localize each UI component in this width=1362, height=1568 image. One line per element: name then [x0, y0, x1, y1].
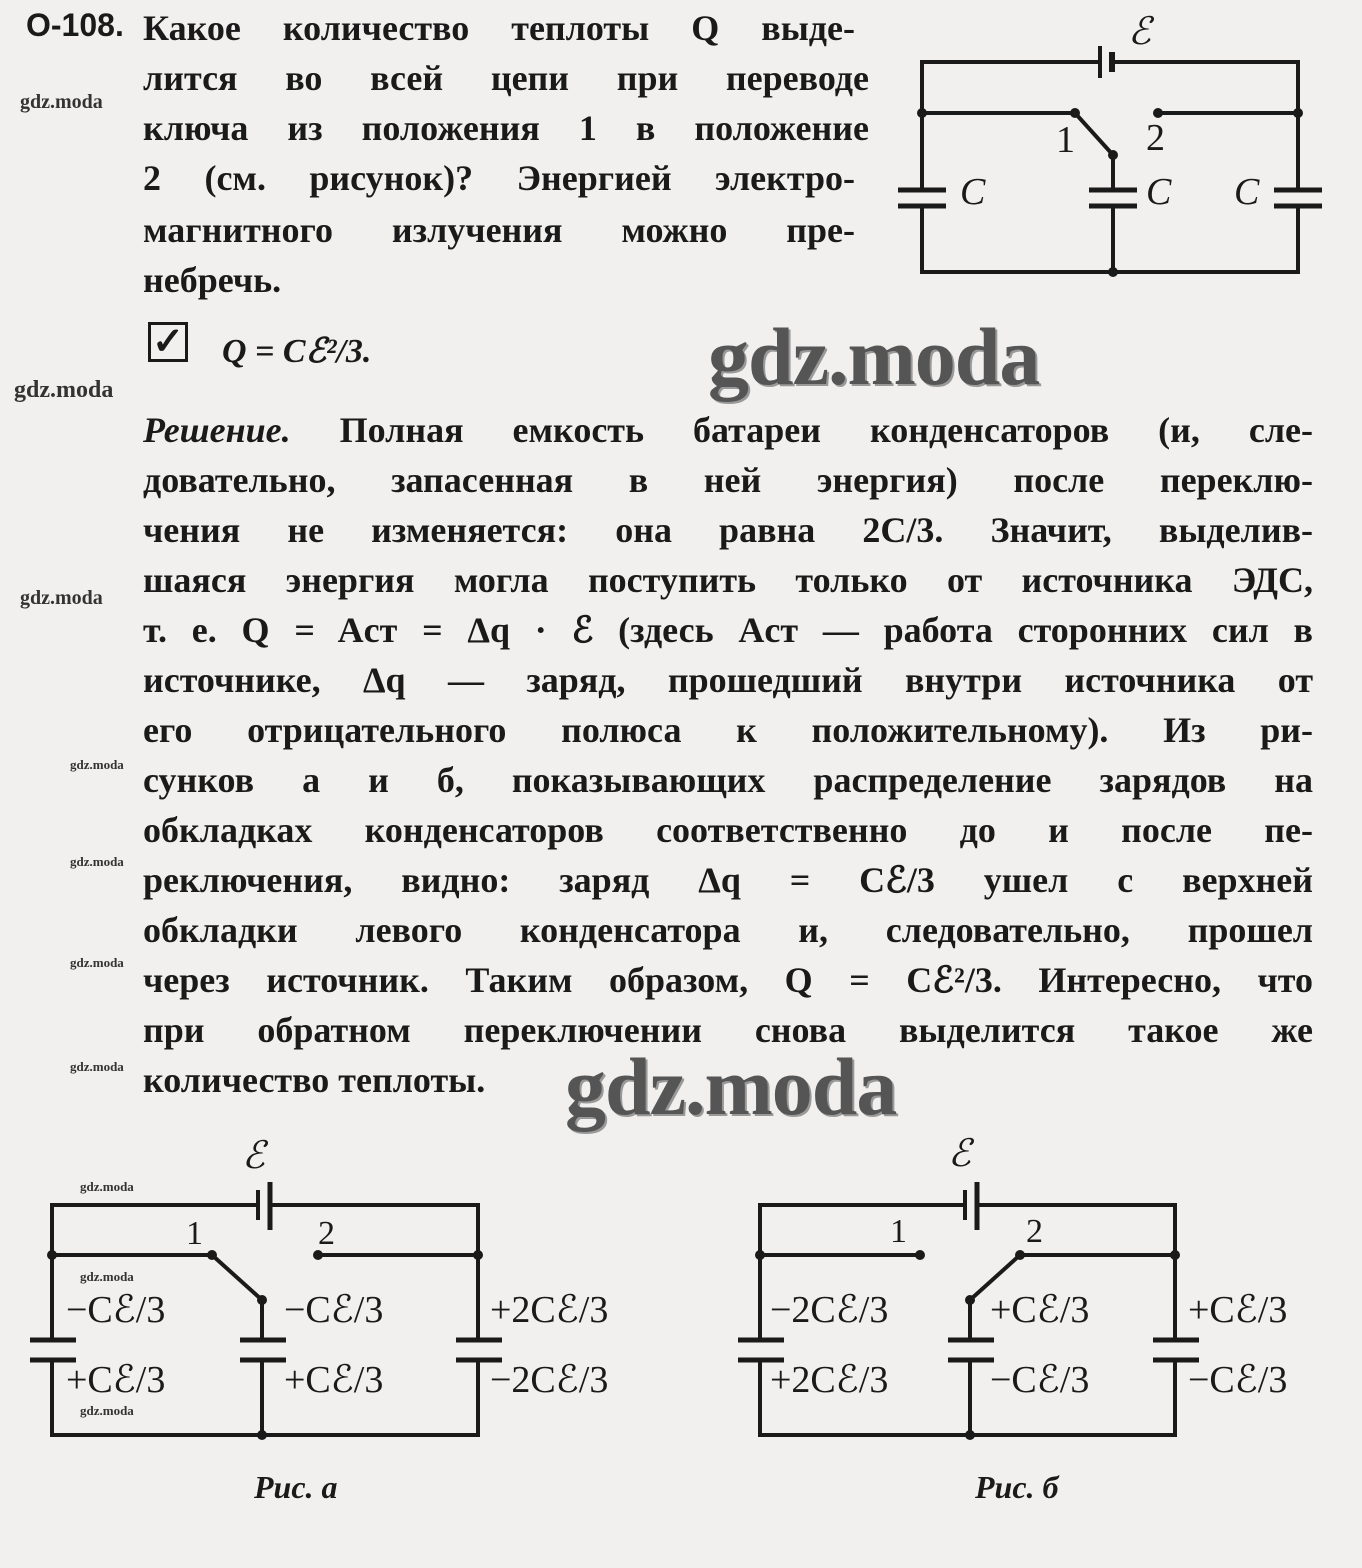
checkbox-checked-icon: ✓ [148, 322, 188, 362]
watermark: gdz.moda [80, 1179, 134, 1194]
fig-b-left-top-charge: −2Cℰ/3 [770, 1289, 889, 1331]
watermark: gdz.moda [20, 91, 103, 113]
fig-a-right-bottom-charge: −2Cℰ/3 [490, 1359, 609, 1401]
fig-a-left-bottom-charge: +Cℰ/3 [66, 1359, 166, 1401]
watermark: gdz.moda [70, 1059, 124, 1074]
fig-a-caption: Рис. а [254, 1469, 338, 1505]
top-circuit [898, 46, 1322, 277]
solution-text: Полная емкость батареи конденсаторов (и, сле- [339, 410, 1314, 450]
solution-line: обкладках конденсаторов соответственно до и после пе- [143, 810, 1313, 850]
solution-line [143, 408, 1313, 452]
fig-a-mid-top-charge: −Cℰ/3 [284, 1289, 384, 1331]
fig-b-left-bottom-charge: +2Cℰ/3 [770, 1359, 889, 1401]
solution-line: т. е. Q = Aст = Δq · ℰ (здесь Aст — работа сторонних сил в [143, 610, 1313, 650]
watermark: gdz.moda [20, 587, 103, 609]
fig-a-emf-label: ℰ [242, 1135, 266, 1177]
problem-number: О-108. [26, 7, 124, 43]
problem-line: Какое количество теплоты Q выде- [143, 8, 855, 48]
problem-line: лится во всей цепи при переводе [143, 58, 869, 98]
watermark: gdz.moda [80, 1403, 134, 1418]
solution-line: сунков а и б, показывающих распределение зарядов на [143, 760, 1313, 800]
answer-formula: Q = Cℰ²/3. [222, 333, 372, 370]
fig-a-left-top-charge: −Cℰ/3 [66, 1289, 166, 1331]
fig-b-pos1-label: 1 [890, 1213, 907, 1250]
fig-b-mid-bottom-charge: −Cℰ/3 [990, 1359, 1090, 1401]
top-cap-label: C [960, 171, 986, 213]
watermark: gdz.moda [70, 854, 124, 869]
fig-a-right-top-charge: +2Cℰ/3 [490, 1289, 609, 1331]
top-cap-label: C [1234, 171, 1260, 213]
fig-b-pos2-label: 2 [1026, 1213, 1043, 1250]
solution-line: чения не изменяется: она равна 2C/3. Значит, выделив- [143, 510, 1313, 550]
solution-heading: Решение. [143, 410, 291, 450]
watermark: gdz.moda [70, 955, 124, 970]
watermark: gdz.moda [708, 311, 1040, 402]
solution-line: его отрицательного полюса к положительному). Из ри- [143, 710, 1313, 750]
watermark: gdz.moda [70, 757, 124, 772]
solution-line: довательно, запасенная в ней энергия) после переклю- [143, 460, 1313, 500]
top-pos2-label: 2 [1146, 117, 1165, 159]
fig-b-mid-top-charge: +Cℰ/3 [990, 1289, 1090, 1331]
solution-line: через источник. Таким образом, Q = Cℰ²/3. Интересно, что [143, 960, 1313, 1000]
watermark: gdz.moda [80, 1269, 134, 1284]
top-pos1-label: 1 [1056, 119, 1075, 161]
solution-line: шаяся энергия могла поступить только от источника ЭДС, [143, 560, 1313, 600]
fig-b-right-top-charge: +Cℰ/3 [1188, 1289, 1288, 1331]
solution-line: количество теплоты. [143, 1060, 486, 1100]
top-cap-label: C [1146, 171, 1172, 213]
fig-a-pos2-label: 2 [318, 1215, 335, 1252]
watermark: gdz.moda [14, 377, 114, 403]
solution-line: при обратном переключении снова выделится такое же [143, 1010, 1313, 1050]
fig-a-pos1-label: 1 [186, 1215, 203, 1252]
solution-line: реключения, видно: заряд Δq = Cℰ/3 ушел с верхней [143, 860, 1313, 900]
top-emf-label: ℰ [1128, 11, 1152, 53]
solution-line: обкладки левого конденсатора и, следовательно, прошел [143, 910, 1313, 950]
problem-line: магнитного излучения можно пре- [143, 210, 855, 250]
watermark: gdz.moda [565, 1041, 897, 1132]
problem-line: ключа из положения 1 в положение [143, 108, 869, 148]
fig-a-mid-bottom-charge: +Cℰ/3 [284, 1359, 384, 1401]
fig-b-right-bottom-charge: −Cℰ/3 [1188, 1359, 1288, 1401]
problem-line: 2 (см. рисунок)? Энергией электро- [143, 158, 855, 198]
fig-b-emf-label: ℰ [948, 1133, 972, 1175]
solution-line: источнике, Δq — заряд, прошедший внутри источника от [143, 660, 1313, 700]
fig-b-caption: Рис. б [975, 1469, 1059, 1505]
problem-line: небречь. [143, 260, 282, 300]
